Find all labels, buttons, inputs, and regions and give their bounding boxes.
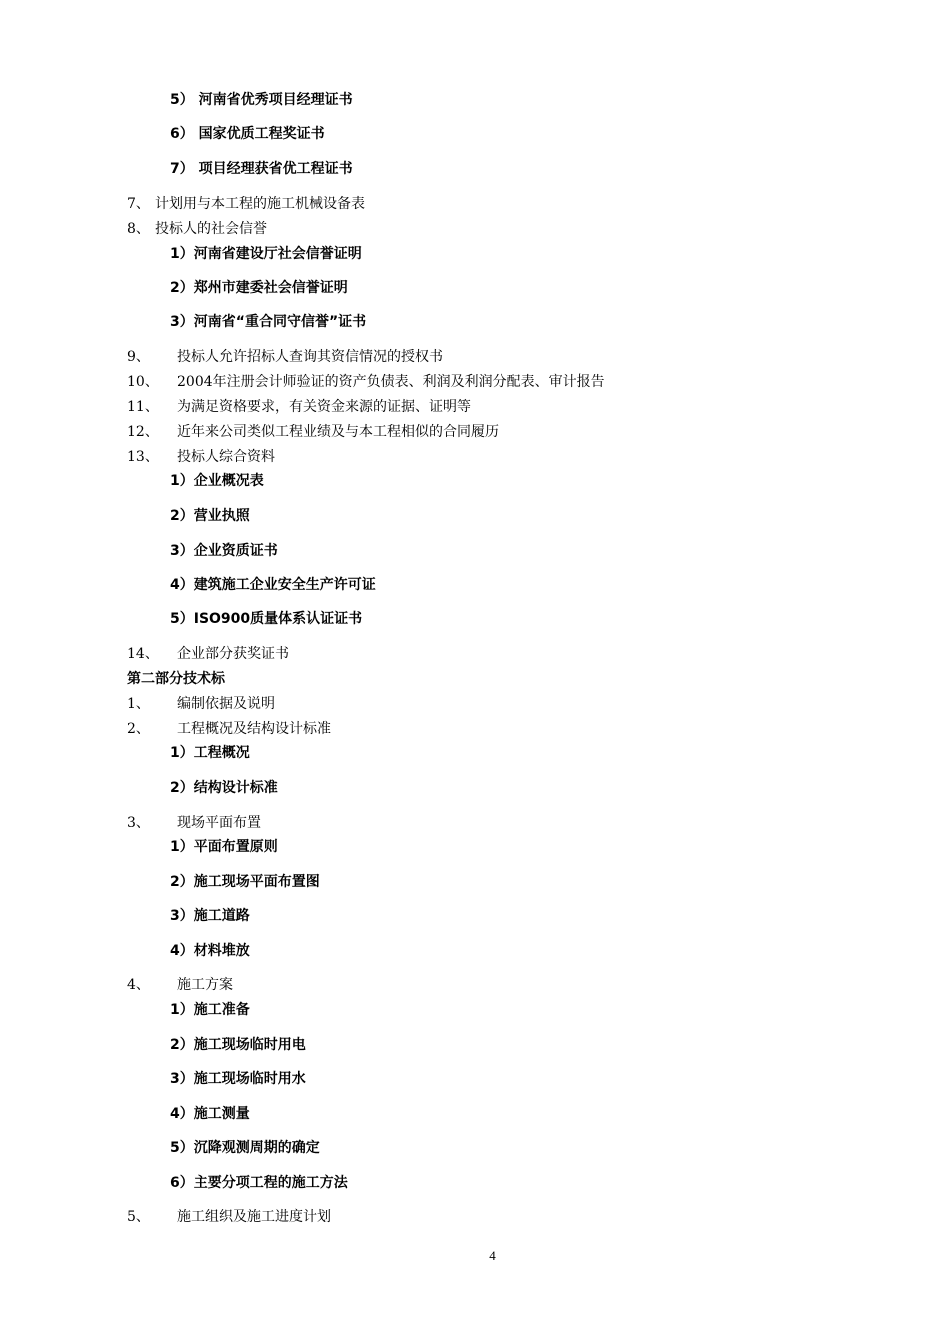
list-number: 4、 (127, 977, 150, 993)
sub-item: 4）建筑施工企业安全生产许可证 (170, 577, 376, 593)
page-number: 4 (489, 1248, 496, 1263)
list-text: 投标人的社会信誉 (155, 221, 267, 237)
list-text: 投标人综合资料 (177, 449, 275, 465)
list-number: 11、 (127, 399, 159, 415)
list-item (127, 814, 261, 832)
sub-item: 6）主要分项工程的施工方法 (170, 1175, 348, 1191)
list-number: 14、 (127, 646, 159, 662)
list-item (127, 348, 443, 366)
list-item (127, 695, 275, 713)
list-text: 2004年注册会计师验证的资产负债表、利润及利润分配表、审计报告 (177, 374, 605, 390)
sub-item: 2）结构设计标准 (170, 780, 278, 796)
sub-item: 3）企业资质证书 (170, 543, 278, 559)
sub-item: 6） 国家优质工程奖证书 (170, 126, 325, 142)
sub-item: 5）ISO900质量体系认证证书 (170, 611, 363, 627)
sub-item: 4）材料堆放 (170, 943, 250, 959)
list-item (127, 448, 275, 466)
list-number: 9、 (127, 349, 150, 365)
sub-item: 1）平面布置原则 (170, 839, 278, 855)
sub-item: 4）施工测量 (170, 1106, 250, 1122)
list-text: 计划用与本工程的施工机械设备表 (155, 196, 365, 212)
list-number: 2、 (127, 721, 150, 737)
list-text: 企业部分获奖证书 (177, 646, 289, 662)
list-number: 8、 (127, 221, 150, 237)
sub-item: 2）施工现场平面布置图 (170, 874, 320, 890)
list-text: 编制依据及说明 (177, 696, 275, 712)
list-number: 10、 (127, 374, 159, 390)
list-text: 施工方案 (177, 977, 233, 993)
list-text: 为满足资格要求，有关资金来源的证据、证明等 (177, 399, 471, 415)
sub-item: 1）工程概况 (170, 745, 250, 761)
list-number: 3、 (127, 815, 150, 831)
sub-item: 1）企业概况表 (170, 473, 264, 489)
sub-item: 5）沉降观测周期的确定 (170, 1140, 320, 1156)
list-item (127, 645, 289, 663)
sub-item: 3）施工道路 (170, 908, 250, 924)
list-text: 工程概况及结构设计标准 (177, 721, 331, 737)
list-item (127, 423, 499, 441)
list-text: 施工组织及施工进度计划 (177, 1209, 331, 1225)
list-item (127, 373, 605, 391)
list-text: 近年来公司类似工程业绩及与本工程相似的合同履历 (177, 424, 499, 440)
list-item (127, 220, 267, 238)
sub-item: 2）郑州市建委社会信誉证明 (170, 280, 348, 296)
list-text: 现场平面布置 (177, 815, 261, 831)
sub-item: 3）河南省“重合同守信誉”证书 (170, 314, 367, 330)
sub-item: 3）施工现场临时用水 (170, 1071, 306, 1087)
list-number: 7、 (127, 196, 150, 212)
list-item (127, 398, 471, 416)
sub-item: 1）施工准备 (170, 1002, 250, 1018)
list-text: 投标人允许招标人查询其资信情况的授权书 (177, 349, 443, 365)
section-heading: 第二部分技术标 (127, 671, 225, 687)
list-item (127, 720, 331, 738)
list-item (127, 1208, 331, 1226)
list-number: 13、 (127, 449, 159, 465)
list-number: 1、 (127, 696, 150, 712)
sub-item: 1）河南省建设厅社会信誉证明 (170, 246, 362, 262)
list-item (127, 976, 233, 994)
sub-item: 2）施工现场临时用电 (170, 1037, 306, 1053)
list-number: 5、 (127, 1209, 150, 1225)
sub-item: 7） 项目经理获省优工程证书 (170, 161, 353, 177)
list-number: 12、 (127, 424, 159, 440)
sub-item: 2）营业执照 (170, 508, 250, 524)
sub-item: 5） 河南省优秀项目经理证书 (170, 92, 353, 108)
list-item (127, 195, 365, 213)
